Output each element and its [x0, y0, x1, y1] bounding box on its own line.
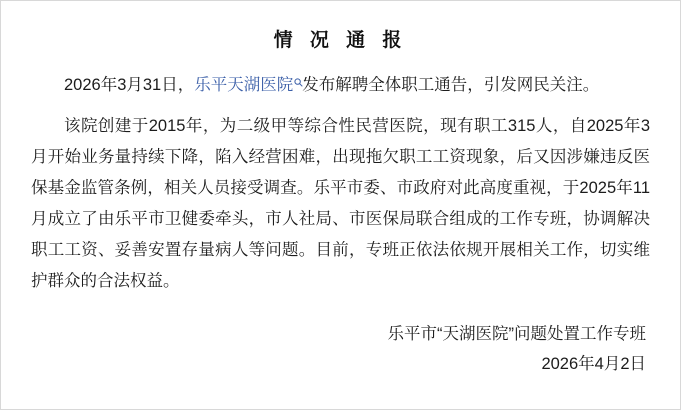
signature-date: 2026年4月2日: [541, 355, 646, 373]
signature-organization: 乐平市“天湖医院”问题处置工作专班: [387, 325, 646, 343]
signature-block: [31, 319, 650, 379]
page-title: 情 况 通 报: [273, 30, 408, 51]
paragraph-1: [31, 70, 650, 101]
hospital-name-link-label: 乐平天湖医院: [194, 76, 294, 94]
paragraph-1-tail: 发布解聘全体职工通告，引发网民关注。: [302, 76, 600, 94]
search-icon: [294, 78, 303, 87]
hospital-name-link[interactable]: [194, 76, 302, 94]
paragraph-2: 该院创建于2015年，为二级甲等综合性民营医院，现有职工315人，自2025年3月开始业务量持续下降，陷入经营困难，出现拖欠职工工资现象，后又因涉嫌违反医保基金监管条例，相关人员接受调查。乐平市委、市政府对此高度重视，于2025年11月成立了由乐平市卫健委牵头，市人社局、市医保局联合组成的工作专班，协调解决职工工资、妥善安置存量病人等问题。目前，专班正依法依规开展相关工作，切实维护群众的合法权益。: [31, 117, 650, 290]
paragraph-1-lead: 2026年3月31日，: [64, 76, 195, 94]
